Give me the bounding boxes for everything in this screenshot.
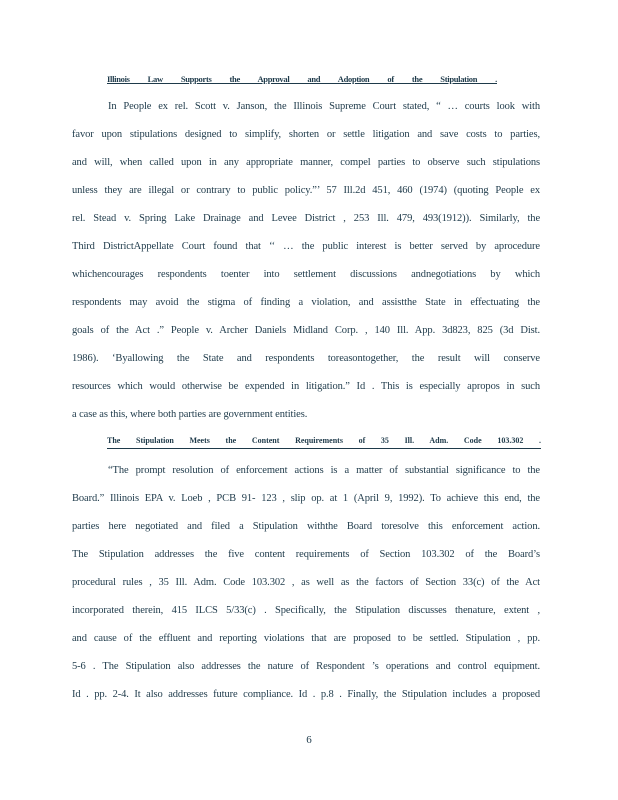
paragraph-2-line: parties here negotiated and filed a Stipulation withthe Board toresolve this enforcement action. [72,521,540,532]
paragraph-1-line: 1986). ‘Byallowing the State and respondents toreasontogether, the result will conserve [72,353,540,364]
paragraph-2-line: Id . pp. 2-4. It also addresses future compliance. Id . p.8 . Finally, the Stipulation includes a proposed [72,689,540,700]
paragraph-2-line: incorporated therein, 415 ILCS 5/33(c) . Specifically, the Stipulation discusses thenature, extent , [72,605,540,616]
paragraph-1-line: favor upon stipulations designed to simplify, shorten or settle litigation and save costs to parties, [72,129,540,140]
paragraph-2-line: procedural rules , 35 Ill. Adm. Code 103.302 , as well as the factors of Section 33(c) of the Act [72,577,540,588]
paragraph-1-line: respondents may avoid the stigma of finding a violation, and assistthe State in effectuating the [72,297,540,308]
paragraph-2-line: Board.” Illinois EPA v. Loeb , PCB 91- 123 , slip op. at 1 (April 9, 1992). To achieve this end, the [72,493,540,504]
section-heading-1: Illinois Law Supports the Approval and Adoption of the Stipulation . [107,74,497,84]
paragraph-1-line: unless they are illegal or contrary to public policy.”’ 57 Ill.2d 451, 460 (1974) (quoting People ex [72,185,540,196]
paragraph-2-line: and cause of the effluent and reporting violations that are proposed to be settled. Stipulation , pp. [72,633,540,644]
paragraph-1-line: goals of the Act .” People v. Archer Daniels Midland Corp. , 140 Ill. App. 3d823, 825 (3d Dist. [72,325,540,336]
paragraph-1-line: In People ex rel. Scott v. Janson, the Illinois Supreme Court stated, “ … courts look with [108,101,540,112]
page-number: 6 [306,734,312,746]
paragraph-2-line: The Stipulation addresses the five content requirements of Section 103.302 of the Board’s [72,549,540,560]
section-heading-2: The Stipulation Meets the Content Requirements of 35 Ill. Adm. Code 103.302 . [107,434,541,449]
paragraph-1-line: Third DistrictAppellate Court found that ‘‘ … the public interest is better served by aprocedure [72,241,540,252]
paragraph-2-line: “The prompt resolution of enforcement actions is a matter of substantial significance to the [108,465,540,476]
paragraph-1-line: whichencourages respondents toenter into settlement discussions andnegotiations by which [72,269,540,280]
paragraph-1-line: resources which would otherwise be expended in litigation.” Id . This is especially apropos in such [72,381,540,392]
paragraph-2-line: 5-6 . The Stipulation also addresses the nature of Respondent ’s operations and control equipment. [72,661,540,672]
paragraph-1-line: a case as this, where both parties are government entities. [72,409,308,420]
paragraph-1-line: and will, when called upon in any appropriate manner, compel parties to observe such stipulations [72,157,540,168]
paragraph-1-line: rel. Stead v. Spring Lake Drainage and Levee District , 253 Ill. 479, 493(1912)). Similarly, the [72,213,540,224]
